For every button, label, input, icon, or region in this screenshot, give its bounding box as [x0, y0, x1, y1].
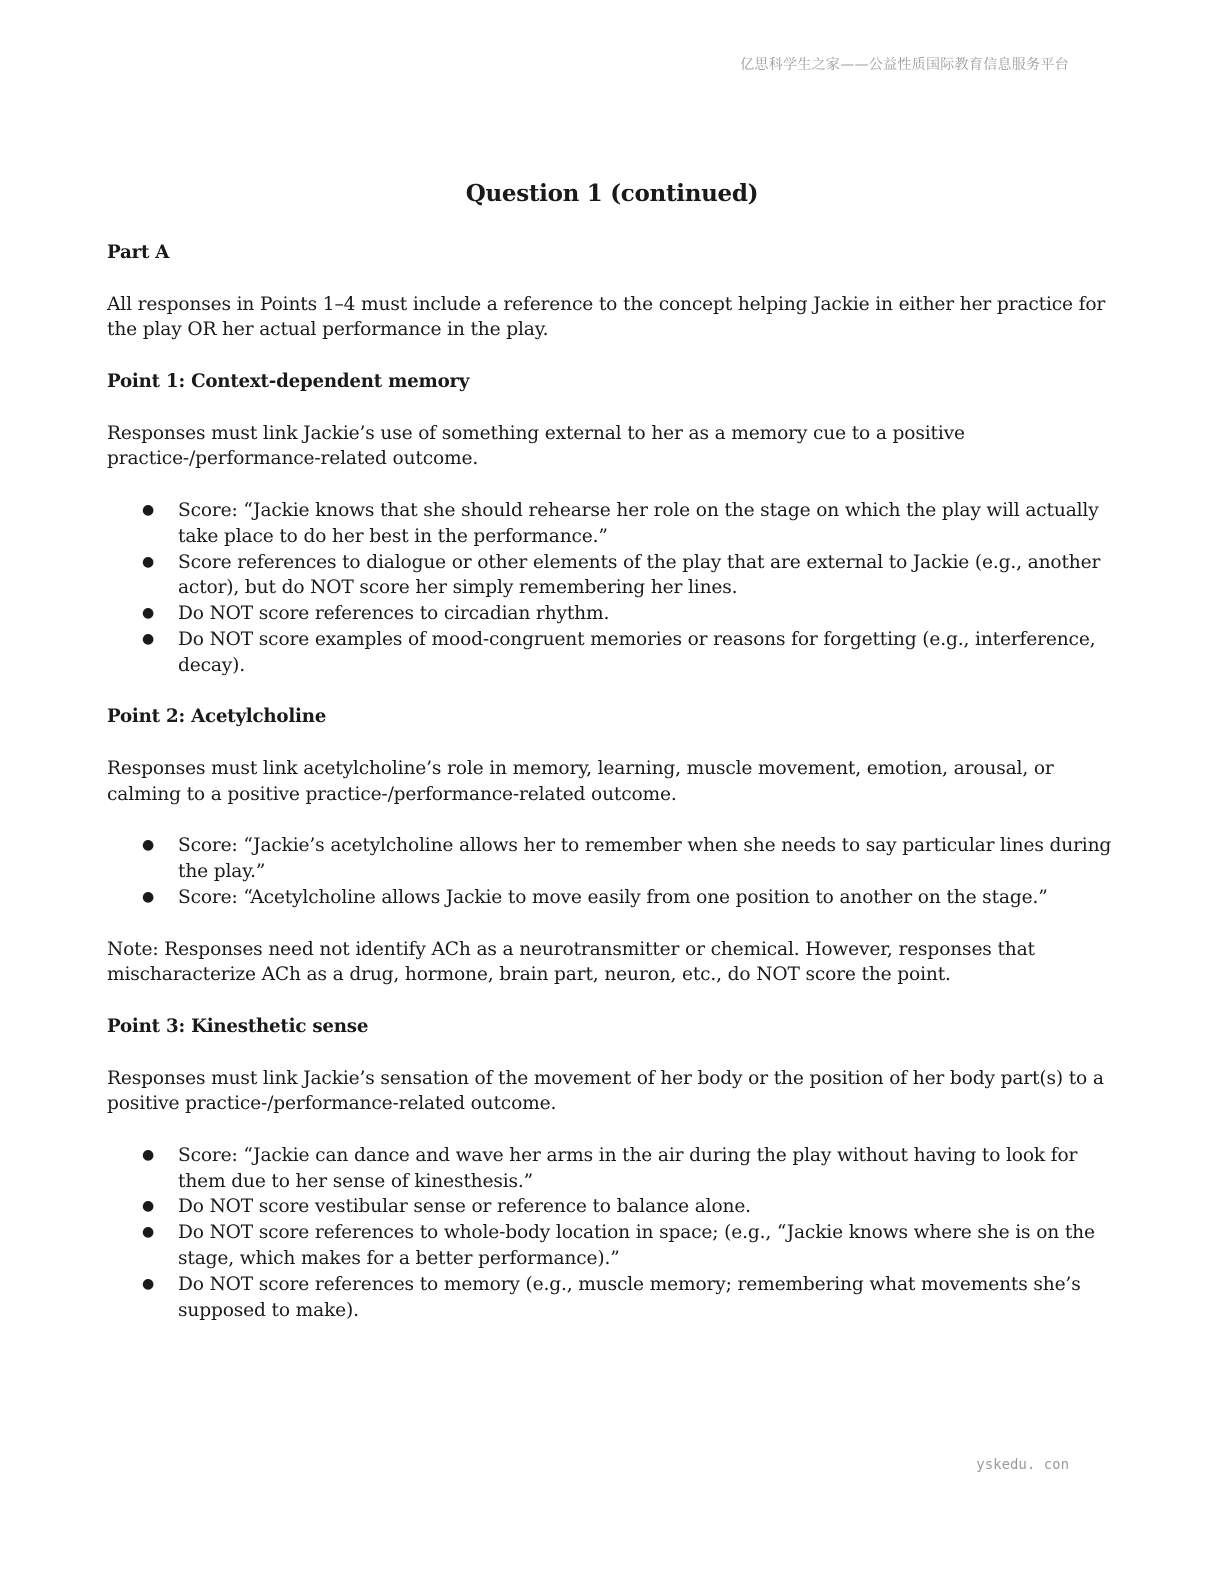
point-3-heading: Point 3: Kinesthetic sense [107, 1015, 369, 1037]
list-item [107, 885, 1117, 911]
list-item [107, 498, 1117, 550]
list-item [107, 1143, 1117, 1195]
page-title: Question 1 (continued) [465, 180, 759, 207]
list-item [107, 627, 1117, 679]
point-1-heading: Point 1: Context-dependent memory [107, 370, 470, 392]
watermark-header: 亿思科学生之家——公益性质国际教育信息服务平台 [740, 57, 1069, 73]
point-1-bullet-list [107, 498, 1117, 679]
bullet-icon: ● [142, 1146, 155, 1163]
point-1-description: Responses must link Jackie’s use of something external to her as a memory cue to a positive practice-/performance-related outcome. [107, 422, 965, 470]
list-item-text: Do NOT score references to memory (e.g., muscle memory; remembering what movements she’s supposed to make). [178, 1273, 1081, 1321]
part-heading: Part A [107, 242, 170, 263]
bullet-icon: ● [142, 630, 155, 647]
bullet-icon: ● [142, 888, 155, 905]
list-item [107, 1272, 1117, 1324]
bullet-icon: ● [142, 1198, 155, 1215]
point-2-section [107, 704, 1117, 988]
list-item-text: Do NOT score vestibular sense or reference to balance alone. [178, 1196, 751, 1218]
intro-paragraph: All responses in Points 1–4 must include a reference to the concept helping Jackie in either her practice for the play OR her actual performance in the play. [107, 293, 1106, 341]
bullet-icon: ● [142, 1275, 155, 1292]
point-2-bullet-list [107, 833, 1117, 910]
watermark-footer: yskedu. con [976, 1457, 1069, 1473]
list-item [107, 601, 1117, 627]
point-3-section [107, 1014, 1117, 1324]
point-3-description: Responses must link Jackie’s sensation of the movement of her body or the position of her body part(s) to a positive practice-/performance-related outcome. [107, 1067, 1104, 1115]
bullet-icon: ● [142, 553, 155, 570]
bullet-icon: ● [142, 1224, 155, 1241]
list-item-text: Score references to dialogue or other elements of the play that are external to Jackie (e.g., another actor), but do NOT score her simply remembering her lines. [178, 551, 1101, 599]
list-item-text: Do NOT score references to whole-body location in space; (e.g., “Jackie knows where she is on the stage, which makes for a better performance).” [178, 1222, 1095, 1270]
document-body [107, 240, 1117, 1323]
bullet-icon: ● [142, 501, 155, 518]
list-item-text: Do NOT score examples of mood-congruent memories or reasons for forgetting (e.g., interference, decay). [178, 628, 1096, 676]
point-3-bullet-list [107, 1143, 1117, 1324]
list-item-text: Do NOT score references to circadian rhythm. [178, 603, 610, 625]
point-2-note: Note: Responses need not identify ACh as a neurotransmitter or chemical. However, responses that mischaracterize ACh as a drug, hormone, brain part, neuron, etc., do NOT score the point. [107, 938, 1035, 986]
list-item [107, 1194, 1117, 1220]
point-2-description: Responses must link acetylcholine’s role in memory, learning, muscle movement, emotion, arousal, or calming to a positive practice-/performance-related outcome. [107, 757, 1054, 805]
point-2-heading: Point 2: Acetylcholine [107, 706, 327, 728]
list-item [107, 833, 1117, 885]
list-item-text: Score: “Jackie knows that she should rehearse her role on the stage on which the play will actually take place to do her best in the performance.” [178, 499, 1099, 547]
list-item-text: Score: “Acetylcholine allows Jackie to move easily from one position to another on the stage.” [178, 886, 1048, 908]
bullet-icon: ● [142, 605, 155, 622]
point-1-section [107, 369, 1117, 679]
bullet-icon: ● [142, 837, 155, 854]
list-item-text: Score: “Jackie can dance and wave her arms in the air during the play without having to look for them due to her sense of kinesthesis.” [178, 1144, 1078, 1192]
list-item-text: Score: “Jackie’s acetylcholine allows her to remember when she needs to say particular lines during the play.” [178, 835, 1112, 883]
list-item [107, 1220, 1117, 1272]
list-item [107, 550, 1117, 602]
